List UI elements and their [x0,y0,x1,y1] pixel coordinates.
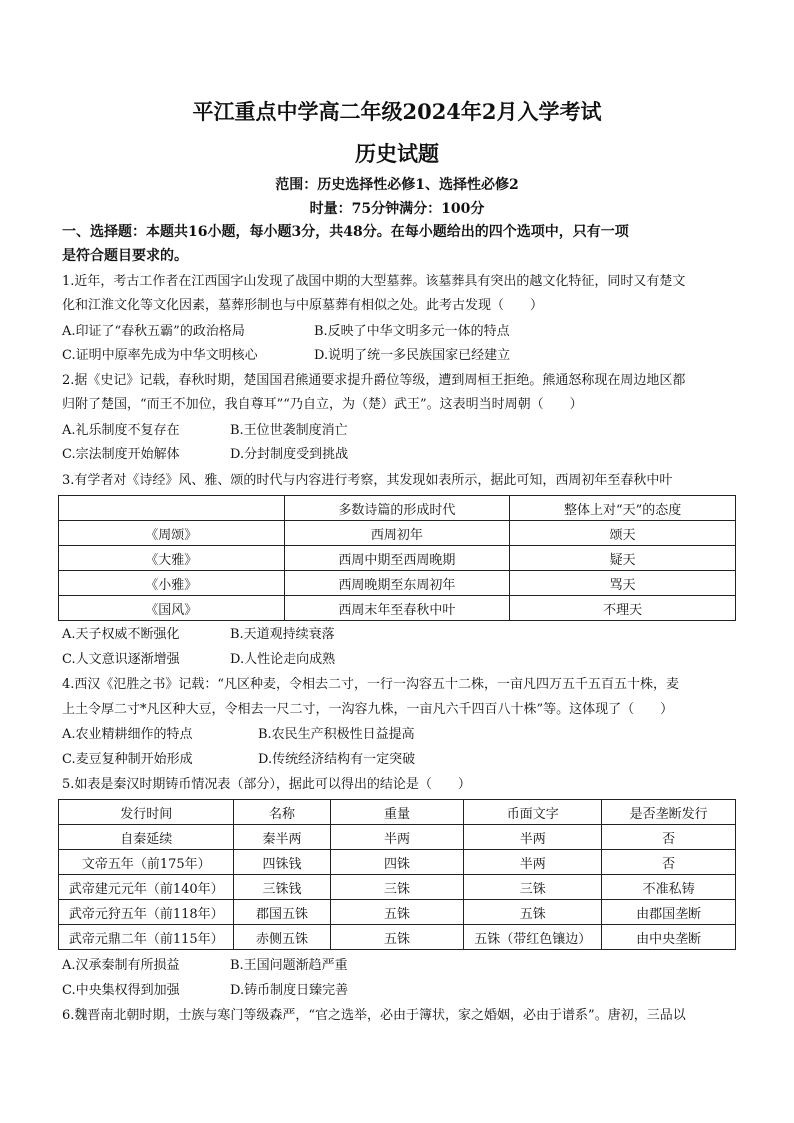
table-row [59,571,736,596]
q3-options-row1 [62,623,738,647]
q2-option-b: B.王位世袭制度消亡 [230,423,348,438]
q4-options-row1 [62,723,738,747]
table-cell: 《国风》 [59,596,285,621]
q2-options-row2 [62,443,738,467]
table-header-cell: 多数诗篇的形成时代 [284,496,510,521]
q1-option-c: C.证明中原率先成为中华文明核心 [62,348,258,363]
q6-stem-line1: 6.魏晋南北朝时期，士族与寒门等级森严，“官之选举，必由于簿状，家之婚姻，必由于谱系”。唐初，三品以 [62,1008,686,1023]
q2-stem-line1: 2.据《史记》记载，春秋时期，楚国国君熊通要求提升爵位等级，遭到周桓王拒绝。熊通怒称现在周边地区都 [62,373,686,388]
table-cell: 《周颂》 [59,521,285,546]
q4-options-row2 [62,748,738,772]
q5-options-row1 [62,954,738,978]
q4-option-a: A.农业精耕细作的特点 [62,727,193,742]
table-cell: 文帝五年（前175年） [59,850,234,875]
table-cell: 三铢钱 [234,875,330,900]
exam-scope: 范围：历史选择性必修1、选择性必修2 [275,177,519,193]
q4-option-c: C.麦豆复种制开始形成 [62,752,193,767]
q3-stem-line1: 3.有学者对《诗经》风、雅、颂的时代与内容进行考察，其发现如表所示，据此可知，西周初年至春秋中叶 [62,473,673,488]
table-cell: 半两 [330,825,464,850]
q2-stem-line2: 归附了楚国，“而王不加位，我自尊耳”“乃自立，为（楚）武王”。这表明当时周朝（ ） [62,397,583,412]
table-cell: 否 [602,825,736,850]
q2-option-a: A.礼乐制度不复存在 [62,423,180,438]
q3-option-a: A.天子权威不断强化 [62,627,180,642]
q2-option-c: C.宗法制度开始解体 [62,447,180,462]
q3-option-c: C.人文意识逐渐增强 [62,652,180,667]
table-cell: 四铢 [330,850,464,875]
table-cell: 西周初年 [284,521,510,546]
q4-stem-line1: 4.西汉《氾胜之书》记载：“凡区种麦，令相去二寸，一行一沟容五十二株，一亩凡四万五千五百五十株，麦 [62,677,680,692]
table-cell: 五铢 [464,900,602,925]
table-cell: 否 [602,850,736,875]
table-cell: 疑天 [510,546,736,571]
q5-options-row2 [62,979,738,1003]
q5-option-c: C.中央集权得到加强 [62,983,180,998]
table-row [59,925,736,950]
q1-stem-line1: 1.近年，考古工作者在江西国字山发现了战国中期的大型墓葬。该墓葬具有突出的越文化特征，同时又有楚文 [62,274,686,289]
q2-option-d: D.分封制度受到挑战 [230,447,349,462]
q3-option-b: B.天道观持续衰落 [230,627,335,642]
table-cell: 赤侧五铢 [234,925,330,950]
table-cell: 武帝元鼎二年（前115年） [59,925,234,950]
table-row [59,825,736,850]
table-row [59,900,736,925]
exam-title: 平江重点中学高二年级2024年2月入学考试 [192,99,602,124]
q4-stem-line2: 上土令厚二寸*凡区种大豆，令相去一尺二寸，一沟容九株，一亩凡六千四百八十株”等。这体现了（ ） [62,702,674,717]
q2-options-row1 [62,419,738,443]
table-cell: 四铢钱 [234,850,330,875]
table-row [59,850,736,875]
q4-option-b: B.农民生产积极性日益提高 [258,727,415,742]
q1-stem-line2: 化和江淮文化等文化因素，墓葬形制也与中原墓葬有相似之处。此考古发现（ ） [62,298,544,313]
table-cell: 三铢 [330,875,464,900]
table-header-cell: 整体上对“天”的态度 [510,496,736,521]
table-header-cell: 是否垄断发行 [602,800,736,825]
table-header-row [59,496,736,521]
table-cell: 自秦延续 [59,825,234,850]
table-cell: 五铢（带红色镶边） [464,925,602,950]
exam-subject: 历史试题 [355,141,439,166]
q3-options-row2 [62,648,738,672]
section-instructions-line2: 是符合题目要求的。 [62,248,188,264]
q5-option-a: A.汉承秦制有所损益 [62,958,180,973]
q5-option-d: D.铸币制度日臻完善 [230,983,349,998]
table-cell: 郡国五铢 [234,900,330,925]
table-cell: 五铢 [330,900,464,925]
table-cell: 由中央垄断 [602,925,736,950]
q5-stem-line1: 5.如表是秦汉时期铸币情况表（部分），据此可以得出的结论是（ ） [62,777,471,792]
q1-option-a: A.印证了“春秋五霸”的政治格局 [62,324,245,339]
table-cell: 半两 [464,850,602,875]
table-cell: 武帝建元元年（前140年） [59,875,234,900]
table-cell: 《小雅》 [59,571,285,596]
table-row [59,521,736,546]
table-row [59,875,736,900]
table-header-cell [59,496,285,521]
table-header-cell: 重量 [330,800,464,825]
table-cell: 西周末年至春秋中叶 [284,596,510,621]
table-header-row [59,800,736,825]
q3-table [58,495,736,621]
q5-option-b: B.王国问题渐趋严重 [230,958,348,973]
table-cell: 颂天 [510,521,736,546]
table-cell: 三铢 [464,875,602,900]
table-cell: 五铢 [330,925,464,950]
q1-options-row2 [62,344,738,368]
section-instructions-line1: 一、选择题：本题共16小题，每小题3分，共48分。在每小题给出的四个选项中，只有一项 [62,224,629,240]
q4-option-d: D.传统经济结构有一定突破 [258,752,416,767]
table-cell: 半两 [464,825,602,850]
table-header-cell: 币面文字 [464,800,602,825]
table-cell: 西周中期至西周晚期 [284,546,510,571]
table-cell: 由郡国垄断 [602,900,736,925]
table-row [59,596,736,621]
table-header-cell: 名称 [234,800,330,825]
q3-option-d: D.人性论走向成熟 [230,652,336,667]
table-cell: 西周晚期至东周初年 [284,571,510,596]
q1-option-b: B.反映了中华文明多元一体的特点 [314,324,510,339]
table-cell: 不理天 [510,596,736,621]
table-header-cell: 发行时间 [59,800,234,825]
table-cell: 骂天 [510,571,736,596]
table-cell: 不准私铸 [602,875,736,900]
table-cell: 《大雅》 [59,546,285,571]
table-row [59,546,736,571]
table-cell: 秦半两 [234,825,330,850]
q1-option-d: D.说明了统一多民族国家已经建立 [314,348,511,363]
exam-time: 时量：75分钟满分：100分 [309,201,485,217]
q1-options-row1 [62,320,738,344]
table-cell: 武帝元狩五年（前118年） [59,900,234,925]
q5-table [58,799,736,950]
